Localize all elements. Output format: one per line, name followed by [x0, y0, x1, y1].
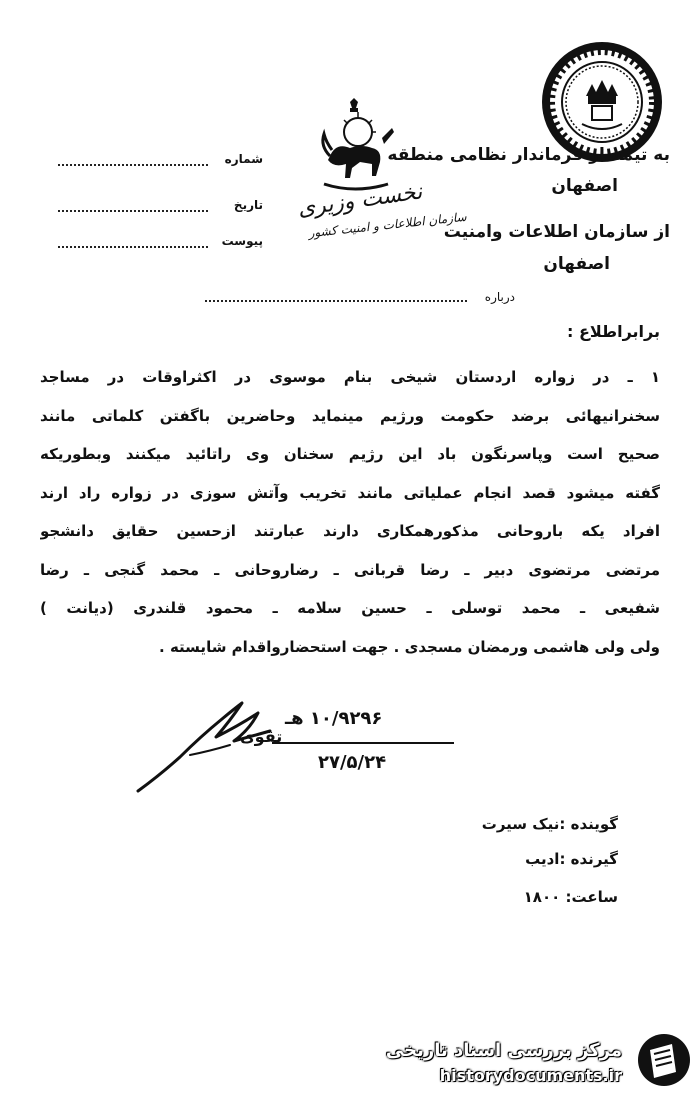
document-number: ۱۰/۹۲۹۶ هـ	[285, 708, 383, 729]
attachment-label: پیوست	[221, 234, 263, 248]
receiver-line: گیرنده :ادیب	[525, 850, 618, 868]
body-line: صحیح است وپاسرنگون باد این رژیم سخنان وی راتائید میکنند وبطوریکه	[40, 445, 660, 463]
date-field	[58, 198, 263, 218]
body-line: سخنرانیهائی برضد حکومت ورژیم مینماید وحاضرین باگفتن کلماتی مانند	[40, 406, 660, 425]
number-label: شماره	[224, 152, 263, 166]
body-line: مرتضی مرتضوی دبیر ـ رضا قربانی ـ رضاروحانی ـ محمد گنجی ـ رضا	[40, 560, 660, 579]
number-field	[58, 152, 263, 172]
subject-label: درباره	[484, 290, 515, 304]
letter-body	[40, 358, 660, 666]
watermark-title: مرکز بررسی اسناد تاریخی	[385, 1040, 622, 1061]
body-line: افراد یکه باروحانی مذکورهمکاری دارند عبارتند ازحسین حقایق دانشجو	[40, 522, 660, 540]
watermark-url[interactable]: historydocuments.ir	[439, 1066, 622, 1085]
attachment-field	[58, 234, 263, 254]
time-line: ساعت: ۱۸۰۰	[523, 888, 618, 906]
speaker-line: گوینده :نیک سیرت	[481, 815, 618, 833]
body-line: گفته میشود قصد انجام عملیاتی مانند تخریب وآتش سوزی در زواره راد ارند	[40, 483, 660, 502]
body-line: ولی ولی هاشمی ورمضان مسجدی . جهت استحضارواقدام شایسته .	[159, 637, 660, 656]
signature-date: ۲۷/۵/۲۴	[318, 752, 387, 773]
signature-rule	[272, 742, 454, 744]
attachment-dots	[58, 246, 208, 248]
date-dots	[58, 210, 208, 212]
number-dots	[58, 164, 208, 166]
addressee-city: اصفهان	[551, 176, 618, 196]
sender-city: اصفهان	[543, 254, 610, 274]
ministry-subtitle: سازمان اطلاعات و امنیت کشور	[307, 209, 468, 241]
signatory-name: تقوی	[240, 727, 283, 746]
addressee-line: به تیمسار فرماندار نظامی منطقه	[387, 145, 670, 165]
subject-dots	[205, 300, 467, 302]
handwritten-signature	[130, 695, 283, 800]
date-label: تاریخ	[233, 198, 263, 212]
body-line: ۱ ـ در زواره اردستان شیخی بنام موسوی در اکثراوقات در مساجد	[40, 368, 660, 386]
ministry-title: نخست وزیری	[296, 179, 424, 222]
sender-line: از سازمان اطلاعات وامنیت	[443, 222, 670, 242]
subject-field	[205, 290, 515, 308]
document-center-logo-icon	[636, 1032, 692, 1088]
greeting: برابراطلاع :	[566, 322, 660, 341]
body-line: شفیعی ـ محمد توسلی ـ حسین سلامه ـ محمود قلندری (دیانت )	[40, 599, 660, 617]
